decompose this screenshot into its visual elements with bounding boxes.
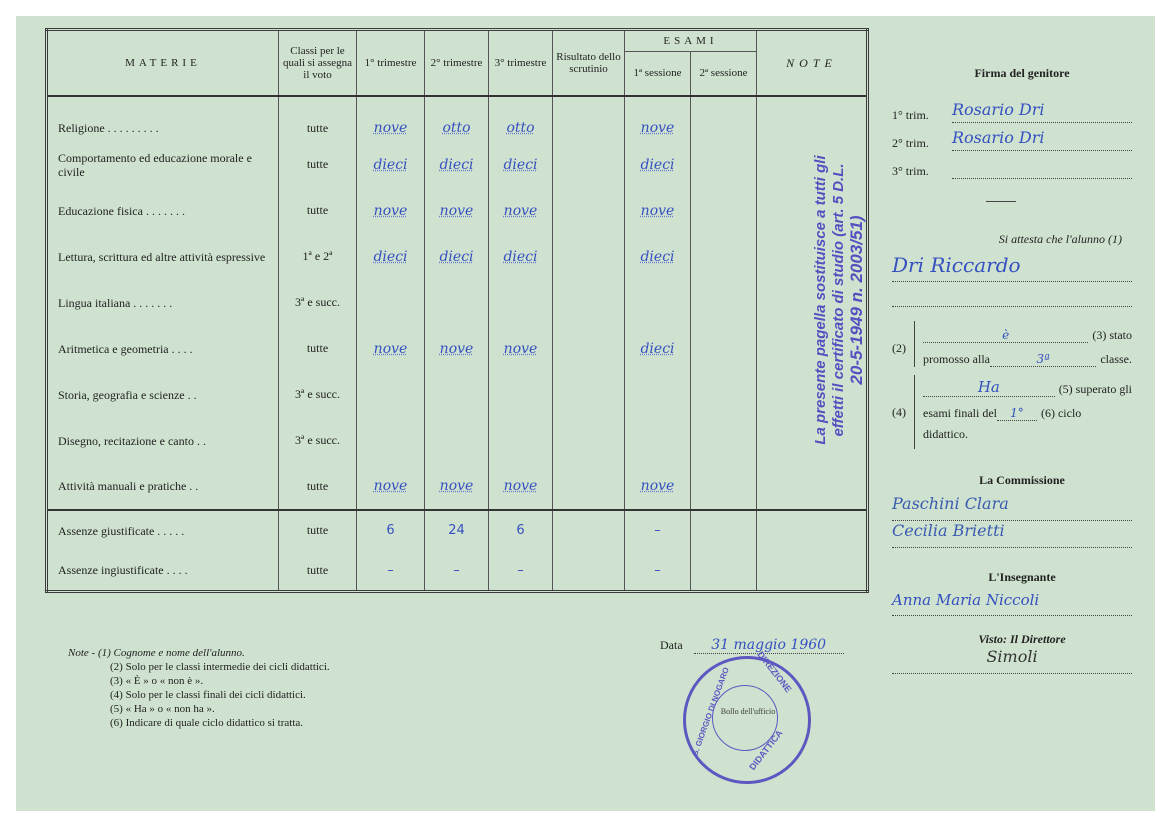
date-label: Data [660, 638, 683, 652]
header-note: NOTE [757, 30, 868, 96]
stamp-line-3: 20-5-1949 n. 2003/51) [847, 215, 866, 385]
paren-4: (4) [892, 405, 906, 419]
seal-left-text: S. GIORGIO DI NOGARO [690, 666, 731, 757]
header-trim2: 2° trimestre [425, 30, 489, 96]
risultato-cell [553, 96, 625, 142]
trim1-signature: Rosario Dri [952, 100, 1132, 123]
grade-trim2: dieci [439, 156, 474, 173]
subject-name: Storia, geografia e scienze . . [47, 372, 279, 418]
insegnante-signature: Anna Maria Niccoli [892, 591, 1132, 616]
grade-trim3: nove [503, 202, 538, 219]
header-trim1: 1° trimestre [357, 30, 425, 96]
esami-finali-text: esami finali del [923, 406, 997, 420]
sess2-cell [691, 280, 757, 326]
subject-name: Aritmetica e geometria . . . . [47, 326, 279, 372]
official-seal-stamp [683, 649, 811, 784]
grade-trim1: nove [373, 120, 408, 136]
footnote-6: (6) Indicare di quale ciclo didattico si tratta. [110, 717, 304, 729]
absence-trim2: 24 [425, 510, 489, 551]
grade-trim1: nove [373, 478, 408, 494]
grade-trim3: dieci [503, 156, 538, 173]
grade-trim3: otto [506, 120, 535, 136]
date-line [660, 637, 844, 654]
risultato-cell [553, 510, 625, 551]
date-value: 31 maggio 1960 [694, 637, 844, 654]
absence-trim1: – [357, 551, 425, 592]
attesta-text: Si attesta che l'alunno (1) [998, 232, 1122, 246]
footnote-3: (3) « È » o « non è ». [110, 675, 204, 687]
absence-label: Assenze ingiustificate . . . . [47, 551, 279, 592]
grade-trim2: dieci [439, 248, 474, 265]
firma-title: Firma del genitore [974, 66, 1070, 80]
classe-number: 3ª [990, 352, 1096, 367]
paren-2: (2) [892, 341, 906, 355]
risultato-cell [553, 464, 625, 510]
sess2-cell [691, 418, 757, 464]
absence-trim3: 6 [489, 510, 553, 551]
grade-sess1: dieci [640, 156, 675, 173]
grade-trim3: nove [503, 340, 538, 357]
absence-trim2: – [425, 551, 489, 592]
grade-trim2: nove [439, 340, 474, 357]
ha-text: Ha [923, 378, 1055, 397]
header-esami: ESAMI [625, 30, 757, 52]
risultato-cell [553, 142, 625, 188]
table-row [47, 418, 868, 464]
header-trim3: 3° trimestre [489, 30, 553, 96]
classe-suffix: classe. [1100, 352, 1132, 366]
subject-name: Lingua italiana . . . . . . . [47, 280, 279, 326]
trim2-label: 2° trim. [892, 136, 929, 150]
stamp-line-2: effetti il certificato di studio (art. 5 D.L. [830, 163, 847, 437]
grade-sess1: dieci [640, 248, 675, 265]
didattico-text: didattico. [923, 427, 968, 441]
sess2-cell [691, 142, 757, 188]
grade-trim1: dieci [373, 156, 408, 173]
subject-name: Disegno, recitazione e canto . . [47, 418, 279, 464]
sess2-cell [691, 326, 757, 372]
footnotes [68, 646, 330, 730]
subject-name: Attività manuali e pratiche . . [47, 464, 279, 510]
grade-trim1: nove [373, 202, 408, 219]
risultato-cell [553, 234, 625, 280]
grades-table [45, 28, 869, 593]
grade-sess1: nove [640, 202, 675, 219]
table-row [47, 96, 868, 142]
absence-trim1: 6 [357, 510, 425, 551]
promotion-block [892, 321, 1132, 367]
table-row [47, 188, 868, 234]
sess2-cell [691, 464, 757, 510]
header-sess1: 1ª sessione [625, 52, 691, 96]
grade-sess1: nove [640, 478, 675, 494]
grade-sess1: nove [640, 120, 675, 136]
classi-cell: 3ª e succ. [279, 418, 357, 464]
risultato-cell [553, 326, 625, 372]
side-panel [892, 66, 1132, 674]
blank-line [892, 282, 1132, 307]
header-classi: Classi per le quali si assegna il voto [279, 30, 357, 96]
classi-cell: 3ª e succ. [279, 280, 357, 326]
insegnante-title: L'Insegnante [988, 570, 1056, 584]
sess2-cell [691, 188, 757, 234]
signature-row [892, 123, 1132, 151]
sess2-cell [691, 551, 757, 592]
exam-block [892, 375, 1132, 449]
footnote-5: (5) « Ha » o « non ha ». [110, 703, 215, 715]
classi-cell: tutte [279, 96, 357, 142]
risultato-cell [553, 551, 625, 592]
table-row [47, 464, 868, 510]
classi-cell: tutte [279, 142, 357, 188]
stato-suffix: (3) stato [1092, 328, 1132, 342]
grade-trim2: otto [442, 120, 471, 136]
promosso-text: promosso alla [923, 352, 990, 366]
classi-cell: tutte [279, 510, 357, 551]
student-name: Dri Riccardo [892, 253, 1132, 282]
table-row [47, 326, 868, 372]
sess2-cell [691, 234, 757, 280]
table-row [47, 142, 868, 188]
absence-sess1: – [625, 510, 691, 551]
superato-text: (5) superato gli [1058, 382, 1132, 396]
signature-row [892, 95, 1132, 123]
risultato-cell [553, 418, 625, 464]
sess2-cell [691, 510, 757, 551]
absence-trim3: – [489, 551, 553, 592]
validity-stamp [812, 120, 866, 480]
absences-body [47, 510, 868, 592]
classi-cell: tutte [279, 188, 357, 234]
table-row [47, 234, 868, 280]
trim1-label: 1° trim. [892, 108, 929, 122]
risultato-cell [553, 372, 625, 418]
grade-trim1: nove [373, 340, 408, 357]
risultato-cell [553, 280, 625, 326]
grade-trim1: dieci [373, 248, 408, 265]
commissione-signature-1: Paschini Clara [892, 494, 1132, 521]
footnote-4: (4) Solo per le classi finali dei cicli didattici. [110, 689, 306, 701]
seal-center-text: Bollo dell'ufficio [720, 707, 776, 716]
classi-cell: tutte [279, 326, 357, 372]
absence-sess1: – [625, 551, 691, 592]
classi-cell: tutte [279, 551, 357, 592]
signature-row [892, 151, 1132, 179]
subject-name: Religione . . . . . . . . . [47, 96, 279, 142]
table-row [47, 510, 868, 551]
footnote-1: Note - (1) Cognome e nome dell'alunno. [68, 647, 245, 659]
grade-trim3: nove [503, 478, 538, 494]
trim3-label: 3° trim. [892, 164, 929, 178]
classi-cell: tutte [279, 464, 357, 510]
ciclo-number: 1° [997, 406, 1037, 421]
ciclo-suffix: (6) ciclo [1040, 406, 1082, 420]
grade-trim2: nove [439, 478, 474, 494]
note-cell [757, 510, 868, 551]
divider [986, 201, 1016, 202]
seal-top-text: DIREZIONE [755, 649, 794, 695]
grade-trim3: dieci [503, 248, 538, 265]
direttore-signature: Simoli [892, 647, 1132, 674]
grade-trim2: nove [439, 202, 474, 219]
table-row [47, 280, 868, 326]
table-row [47, 551, 868, 592]
table-row [47, 372, 868, 418]
classi-cell: 3ª e succ. [279, 372, 357, 418]
sess2-cell [691, 96, 757, 142]
commissione-signature-2: Cecilia Brietti [892, 521, 1132, 548]
stamp-line-1: La presente pagella sostituisce a tutti gli [812, 155, 829, 445]
note-cell [757, 551, 868, 592]
trim3-signature [952, 156, 1132, 179]
absence-label: Assenze giustificate . . . . . [47, 510, 279, 551]
visto-text: Visto: Il Direttore [978, 632, 1066, 646]
risultato-cell [553, 188, 625, 234]
header-risultato: Risultato dello scrutinio [553, 30, 625, 96]
footnote-2: (2) Solo per le classi intermedie dei cicli didattici. [110, 661, 330, 673]
header-materie: MATERIE [47, 30, 279, 96]
trim2-signature: Rosario Dri [952, 128, 1132, 151]
subject-name: Educazione fisica . . . . . . . [47, 188, 279, 234]
subject-name: Comportamento ed educazione morale e civile [47, 142, 279, 188]
subjects-body [47, 96, 868, 510]
classi-cell: 1ª e 2ª [279, 234, 357, 280]
line-e: è [923, 328, 1088, 343]
grade-sess1: dieci [640, 340, 675, 357]
sess2-cell [691, 372, 757, 418]
commissione-title: La Commissione [979, 473, 1065, 487]
subject-name: Lettura, scrittura ed altre attività espressive [47, 234, 279, 280]
seal-right-text: DIDATTICA [747, 728, 785, 772]
header-sess2: 2ª sessione [691, 52, 757, 96]
